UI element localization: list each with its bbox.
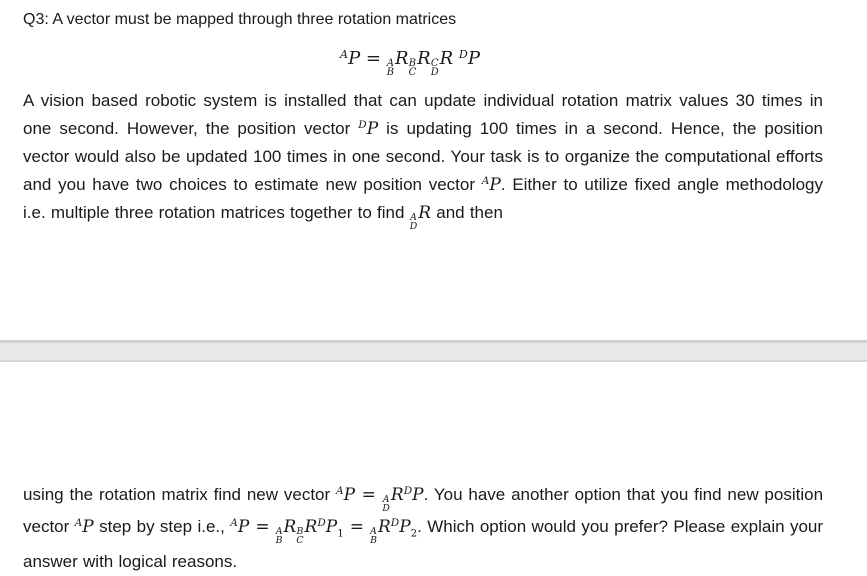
eq-r1: R: [395, 48, 409, 69]
eq-rhs-frame: D: [458, 47, 468, 61]
page-separator: [0, 340, 867, 362]
eq-r3-frames: C D: [430, 58, 439, 79]
eq-lhs-vector: P: [348, 48, 361, 69]
inline-vector-AP-2: AP: [74, 517, 94, 538]
eq-r2-frames: B C: [408, 58, 417, 79]
eq-lhs-frame: A: [340, 47, 349, 61]
paragraph-2: using the rotation matrix find new vector AP = A D RDP. You have another option that you find new position vector AP step by step i.e., AP = A B R B C $RDP_1$ = A B $RDP_2$. Which option would you prefer? Please explain your answer with logical reasons.: [23, 485, 824, 572]
paragraph-1: A vision based robotic system is installed that can update individual rotation matrix values 30 times in one second. However, the position vector DP is updating 100 times in a second. Hence, the position vector would also be updated 100 times in one second. Your task is to organize the computational efforts and you have two choices to estimate new position vector AP. Either to utilize fixed angle methodology i.e. multiple three rotation matrices together to find A D R and then: [23, 91, 823, 232]
inline-vector-AP: AP: [481, 174, 501, 195]
eq-r1-frames: A B: [386, 58, 395, 79]
eq-r2: R: [417, 48, 431, 69]
eq-r3: R: [439, 48, 454, 69]
question-title: Q3: A vector must be mapped through three rotation matrices: [23, 11, 457, 28]
inline-eq-AP-DR-DP: AP = A D RDP: [336, 485, 424, 514]
inline-rotation-ADR: A D R: [409, 203, 432, 232]
eq-equals: =: [365, 48, 382, 69]
inline-vector-DP: DP: [358, 118, 379, 139]
rotation-equation: [340, 47, 480, 78]
inline-eq-step-by-step: AP = A B R B C $RDP_1$ = A B $RDP_2$: [230, 517, 418, 546]
eq-rhs-vector: P: [467, 48, 480, 69]
